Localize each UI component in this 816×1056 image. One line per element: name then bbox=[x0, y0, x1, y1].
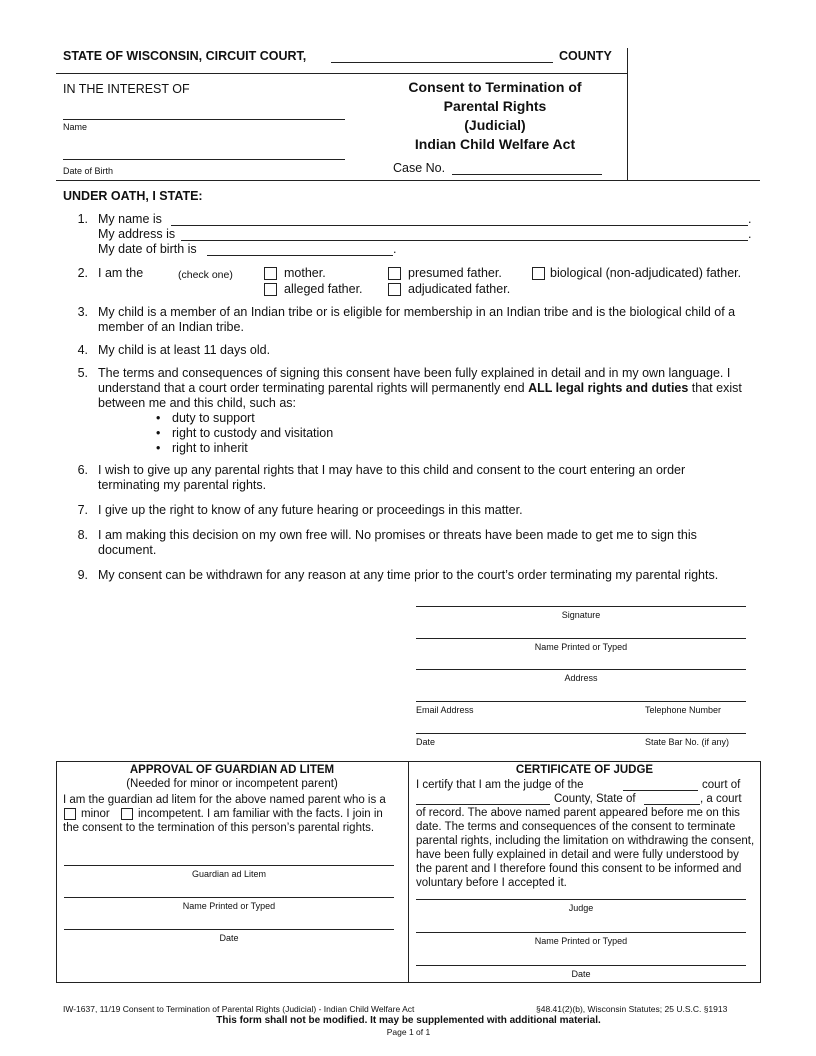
address-line[interactable] bbox=[416, 669, 746, 670]
county-name-line[interactable] bbox=[331, 62, 553, 63]
judge-certificate-text: of record. The above named parent appeared before me on this date. The terms and consequences of the consent to terminate parental rights, including the limitation on withdrawing the consent, have been fully explained in detail and were fully understood by the parent and I therefore found this consent to be informed and voluntary before I accepted it. bbox=[416, 807, 755, 889]
judge-signature-line[interactable] bbox=[416, 899, 746, 900]
case-no-label: Case No. bbox=[393, 161, 446, 175]
case-no-line[interactable] bbox=[452, 174, 602, 175]
gal-date-caption: Date bbox=[219, 933, 239, 943]
page-number: Page 1 of 1 bbox=[386, 1027, 431, 1037]
list-item: • duty to support bbox=[156, 411, 333, 426]
item-6-text: I wish to give up any parental rights that I may have to this child and consent to the court entering an order terminating my parental rights. bbox=[98, 463, 686, 492]
title-line-1: Consent to Termination of bbox=[408, 79, 582, 95]
item-5-part-b: that exist between me and this child, such as: bbox=[98, 381, 742, 410]
judge-court-line[interactable] bbox=[623, 790, 698, 791]
county-label: COUNTY bbox=[559, 49, 612, 63]
form-id: IW-1637, 11/19 Consent to Termination of Parental Rights (Judicial) - Indian Child Welfare Act bbox=[63, 1004, 415, 1014]
minor-checkbox[interactable] bbox=[64, 808, 76, 820]
incompetent-checkbox[interactable] bbox=[121, 808, 133, 820]
date-bar-line[interactable] bbox=[416, 733, 746, 734]
judge-line-2b: , a court bbox=[700, 793, 742, 805]
gal-caption: Guardian ad Litem bbox=[191, 869, 267, 879]
address-caption: Address bbox=[564, 673, 598, 683]
oath-heading: UNDER OATH, I STATE: bbox=[63, 189, 203, 203]
form-title bbox=[370, 78, 620, 154]
title-line-4: Indian Child Welfare Act bbox=[414, 136, 576, 152]
item-5-text bbox=[98, 366, 762, 411]
email-caption: Email Address bbox=[416, 705, 474, 715]
judge-state-line[interactable] bbox=[644, 804, 700, 805]
rights-bullet-list bbox=[156, 411, 333, 456]
judge-date-caption: Date bbox=[571, 969, 591, 979]
parent-dob-line[interactable] bbox=[207, 255, 393, 256]
adjudicated-father-checkbox[interactable] bbox=[388, 283, 401, 296]
gal-name-line[interactable] bbox=[64, 897, 394, 898]
mother-label: mother. bbox=[284, 266, 326, 280]
gal-title: APPROVAL OF GUARDIAN AD LITEM bbox=[129, 764, 335, 776]
biological-father-checkbox[interactable] bbox=[532, 267, 545, 280]
dob-is-label: My date of birth is bbox=[98, 242, 197, 256]
biological-father-label: biological (non-adjudicated) father. bbox=[550, 266, 742, 280]
incompetent-label: incompetent. I am familiar with the facts. I join in bbox=[138, 808, 383, 820]
address-is-label: My address is bbox=[98, 227, 176, 241]
minor-label: minor bbox=[81, 808, 110, 820]
header-divider bbox=[56, 73, 627, 74]
item-number-4: 4. bbox=[77, 343, 88, 357]
item-4-text: My child is at least 11 days old. bbox=[98, 343, 271, 357]
judge-date-line[interactable] bbox=[416, 965, 746, 966]
gal-text-2: the consent to the termination of this person’s parental rights. bbox=[63, 822, 375, 834]
gal-date-line[interactable] bbox=[64, 929, 394, 930]
list-item: • right to inherit bbox=[156, 441, 333, 456]
presumed-father-label: presumed father. bbox=[408, 266, 502, 280]
email-phone-line[interactable] bbox=[416, 701, 746, 702]
item-9-text: My consent can be withdrawn for any reason at any time prior to the court’s order terminating my parental rights. bbox=[98, 568, 719, 582]
item-number-5: 5. bbox=[77, 366, 88, 380]
judge-name-line[interactable] bbox=[416, 932, 746, 933]
title-line-2: Parental Rights bbox=[443, 98, 547, 114]
name-is-label: My name is bbox=[98, 212, 162, 226]
check-one-label: (check one) bbox=[178, 269, 233, 281]
judge-name-caption: Name Printed or Typed bbox=[534, 936, 628, 946]
child-dob-line[interactable] bbox=[63, 159, 345, 160]
dob-caption: Date of Birth bbox=[63, 166, 114, 176]
item-number-1: 1. bbox=[77, 212, 88, 226]
i-am-the-label: I am the bbox=[98, 266, 144, 280]
item-8-text: I am making this decision on my own free will. No promises or threats have been made to get me to sign this document. bbox=[98, 528, 697, 557]
item-number-9: 9. bbox=[77, 568, 88, 582]
signature-line[interactable] bbox=[416, 606, 746, 607]
item-7-text: I give up the right to know of any future hearing or proceedings in this matter. bbox=[98, 503, 523, 517]
box-divider bbox=[408, 761, 409, 983]
name-printed-caption: Name Printed or Typed bbox=[534, 642, 628, 652]
item-number-3: 3. bbox=[77, 305, 88, 319]
alleged-father-label: alleged father. bbox=[284, 282, 363, 296]
period-2: . bbox=[748, 227, 752, 241]
header-bottom-rule bbox=[56, 180, 760, 181]
presumed-father-checkbox[interactable] bbox=[388, 267, 401, 280]
judge-line-1b: court of bbox=[702, 779, 741, 791]
judge-county-line[interactable] bbox=[416, 804, 550, 805]
alleged-father-checkbox[interactable] bbox=[264, 283, 277, 296]
mother-checkbox[interactable] bbox=[264, 267, 277, 280]
item-number-8: 8. bbox=[77, 528, 88, 542]
judge-title: CERTIFICATE OF JUDGE bbox=[515, 764, 654, 776]
judge-line-1a: I certify that I am the judge of the bbox=[416, 779, 584, 791]
item-3-text: My child is a member of an Indian tribe or is eligible for membership in an Indian tribe and is the biological child of a member of an Indian tribe. bbox=[98, 305, 736, 334]
period-3: . bbox=[393, 242, 397, 256]
header-right-border bbox=[627, 48, 628, 180]
parent-address-line[interactable] bbox=[181, 240, 748, 241]
modification-notice: This form shall not be modified. It may be supplemented with additional material. bbox=[216, 1015, 601, 1026]
name-printed-line[interactable] bbox=[416, 638, 746, 639]
judge-line-2a: County, State of bbox=[554, 793, 636, 805]
bar-no-caption: State Bar No. (if any) bbox=[645, 737, 730, 747]
item-number-6: 6. bbox=[77, 463, 88, 477]
interest-of-label: IN THE INTEREST OF bbox=[63, 82, 190, 96]
court-state-label: STATE OF WISCONSIN, CIRCUIT COURT, bbox=[63, 49, 307, 63]
gal-signature-line[interactable] bbox=[64, 865, 394, 866]
date-caption: Date bbox=[416, 737, 436, 747]
child-name-line[interactable] bbox=[63, 119, 345, 120]
item-5-part-a: The terms and consequences of signing this consent have been fully explained in detail and in my own language. I understand that a court order terminating parental rights will permanently end bbox=[98, 366, 731, 395]
period-1: . bbox=[748, 212, 752, 226]
parent-name-line[interactable] bbox=[171, 225, 748, 226]
item-5-bold: ALL legal rights and duties bbox=[528, 381, 689, 395]
adjudicated-father-label: adjudicated father. bbox=[408, 282, 511, 296]
title-line-3: (Judicial) bbox=[464, 117, 526, 133]
gal-name-caption: Name Printed or Typed bbox=[182, 901, 276, 911]
item-number-2: 2. bbox=[77, 266, 88, 280]
judge-caption: Judge bbox=[568, 903, 594, 913]
gal-subtitle: (Needed for minor or incompetent parent) bbox=[126, 778, 338, 790]
signature-caption: Signature bbox=[561, 610, 601, 620]
list-item: • right to custody and visitation bbox=[156, 426, 333, 441]
name-caption: Name bbox=[63, 122, 88, 132]
gal-text-1: I am the guardian ad litem for the above named parent who is a bbox=[63, 794, 386, 806]
item-number-7: 7. bbox=[77, 503, 88, 517]
telephone-caption: Telephone Number bbox=[645, 705, 722, 715]
statute-reference: §48.41(2)(b), Wisconsin Statutes; 25 U.S.C. §1913 bbox=[536, 1004, 728, 1014]
